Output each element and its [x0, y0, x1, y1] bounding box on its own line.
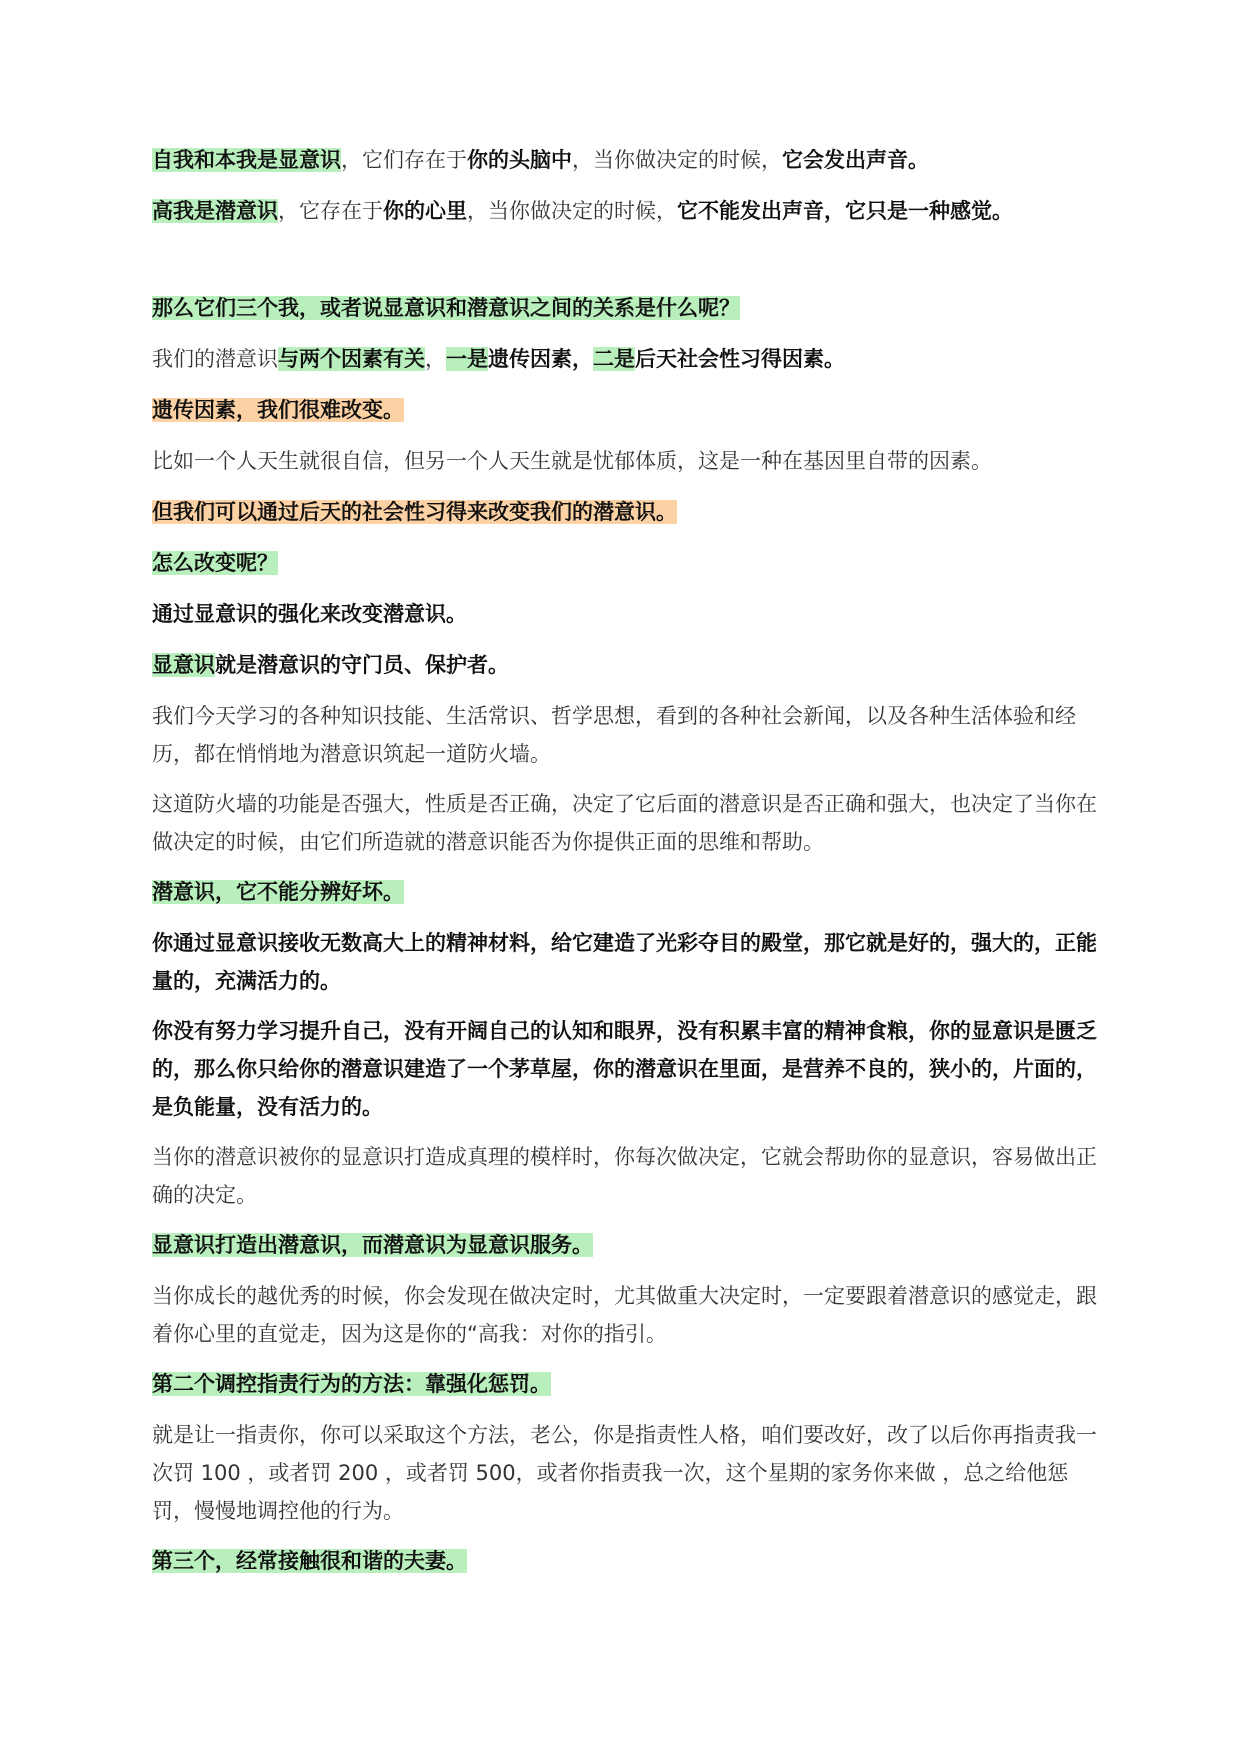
body-text: 当你的潜意识被你的显意识打造成真理的模样时，你每次做决定，它就会帮助你的显意识，容易做出正确的决定。 — [152, 1145, 1097, 1207]
bold-text: 你没有努力学习提升自己，没有开阔自己的认知和眼界，没有积累丰富的精神食粮，你的显意识是匮乏的，那么你只给你的潜意识建造了一个茅草屋，你的潜意识在里面，是营养不良的，狭小的，片面的，是负能量，没有活力的。 — [152, 1019, 1097, 1119]
bold-text: 你的心里 — [383, 199, 467, 223]
highlighted-text: 二是 — [593, 347, 635, 371]
highlighted-text: 一是 — [446, 347, 488, 371]
highlighted-text: 遗传因素，我们很难改变。 — [152, 398, 404, 422]
bold-text: 通过显意识的强化来改变潜意识。 — [152, 602, 467, 626]
paragraph-p12 — [152, 785, 1098, 861]
highlighted-text: 与两个因素有关 — [278, 347, 425, 371]
body-text: 我们今天学习的各种知识技能、生活常识、哲学思想，看到的各种社会新闻，以及各种生活体验和经历，都在悄悄地为潜意识筑起一道防火墙。 — [152, 704, 1076, 766]
body-text: ，它存在于 — [278, 199, 383, 223]
paragraph-p16 — [152, 1138, 1098, 1214]
paragraph-p20 — [152, 1416, 1098, 1530]
body-text: ，当你做决定的时候， — [467, 199, 677, 223]
bold-text: 它会发出声音。 — [782, 148, 929, 172]
document-body — [152, 141, 1098, 1593]
paragraph-p19 — [152, 1365, 1098, 1403]
paragraph-p10 — [152, 646, 1098, 684]
paragraph-p7 — [152, 493, 1098, 531]
paragraph-p6 — [152, 442, 1098, 480]
paragraph-p2 — [152, 192, 1098, 230]
paragraph-p8 — [152, 544, 1098, 582]
bold-text: 它不能发出声音，它只是一种感觉。 — [677, 199, 1013, 223]
paragraph-p4 — [152, 340, 1098, 378]
body-text: 这道防火墙的功能是否强大，性质是否正确，决定了它后面的潜意识是否正确和强大，也决定了当你在做决定的时候，由它们所造就的潜意识能否为你提供正面的思维和帮助。 — [152, 792, 1097, 854]
body-text: ，当你做决定的时候， — [572, 148, 782, 172]
body-text: ，它们存在于 — [341, 148, 467, 172]
highlighted-text: 第三个，经常接触很和谐的夫妻。 — [152, 1549, 467, 1573]
highlighted-text: 怎么改变呢？ — [152, 551, 278, 575]
paragraph-p15 — [152, 1012, 1098, 1126]
bold-text: 后天社会性习得因素。 — [635, 347, 845, 371]
body-text: 比如一个人天生就很自信，但另一个人天生就是忧郁体质，这是一种在基因里自带的因素。 — [152, 449, 992, 473]
highlighted-text: 但我们可以通过后天的社会性习得来改变我们的潜意识。 — [152, 500, 677, 524]
bold-text: 你的头脑中 — [467, 148, 572, 172]
highlighted-text: 那么它们三个我，或者说显意识和潜意识之间的关系是什么呢？ — [152, 296, 740, 320]
bold-text: 你通过显意识接收无数高大上的精神材料，给它建造了光彩夺目的殿堂，那它就是好的，强大的，正能量的，充满活力的。 — [152, 931, 1097, 993]
paragraph-p3 — [152, 289, 1098, 327]
highlighted-text: 自我和本我是显意识 — [152, 148, 341, 172]
paragraph-p21 — [152, 1542, 1098, 1580]
paragraph-p13 — [152, 873, 1098, 911]
highlighted-text: 显意识打造出潜意识，而潜意识为显意识服务。 — [152, 1233, 593, 1257]
body-text: 当你成长的越优秀的时候，你会发现在做决定时，尤其做重大决定时，一定要跟着潜意识的感觉走，跟着你心里的直觉走，因为这是你的“高我：对你的指引。 — [152, 1284, 1097, 1346]
paragraph-p5 — [152, 391, 1098, 429]
bold-text: 就是潜意识的守门员、保护者。 — [215, 653, 509, 677]
paragraph-p11 — [152, 697, 1098, 773]
highlighted-text: 潜意识，它不能分辨好坏。 — [152, 880, 404, 904]
paragraph-p18 — [152, 1277, 1098, 1353]
paragraph-p14 — [152, 924, 1098, 1000]
highlighted-text: 第二个调控指责行为的方法：靠强化惩罚。 — [152, 1372, 551, 1396]
paragraph-p17 — [152, 1226, 1098, 1264]
paragraph-p9 — [152, 595, 1098, 633]
paragraph-p1 — [152, 141, 1098, 179]
body-text: 就是让一指责你，你可以采取这个方法，老公，你是指责性人格，咱们要改好，改了以后你再指责我一次罚 100 ，或者罚 200 ，或者罚 500，或者你指责我一次，这个星期的家务你来做 ，总之给他惩罚，慢慢地调控他的行为。 — [152, 1423, 1097, 1523]
bold-text: 遗传因素， — [488, 347, 593, 371]
body-text: 我们的潜意识 — [152, 347, 278, 371]
highlighted-text: 显意识 — [152, 653, 215, 677]
highlighted-text: 高我是潜意识 — [152, 199, 278, 223]
body-text: ， — [425, 347, 446, 371]
